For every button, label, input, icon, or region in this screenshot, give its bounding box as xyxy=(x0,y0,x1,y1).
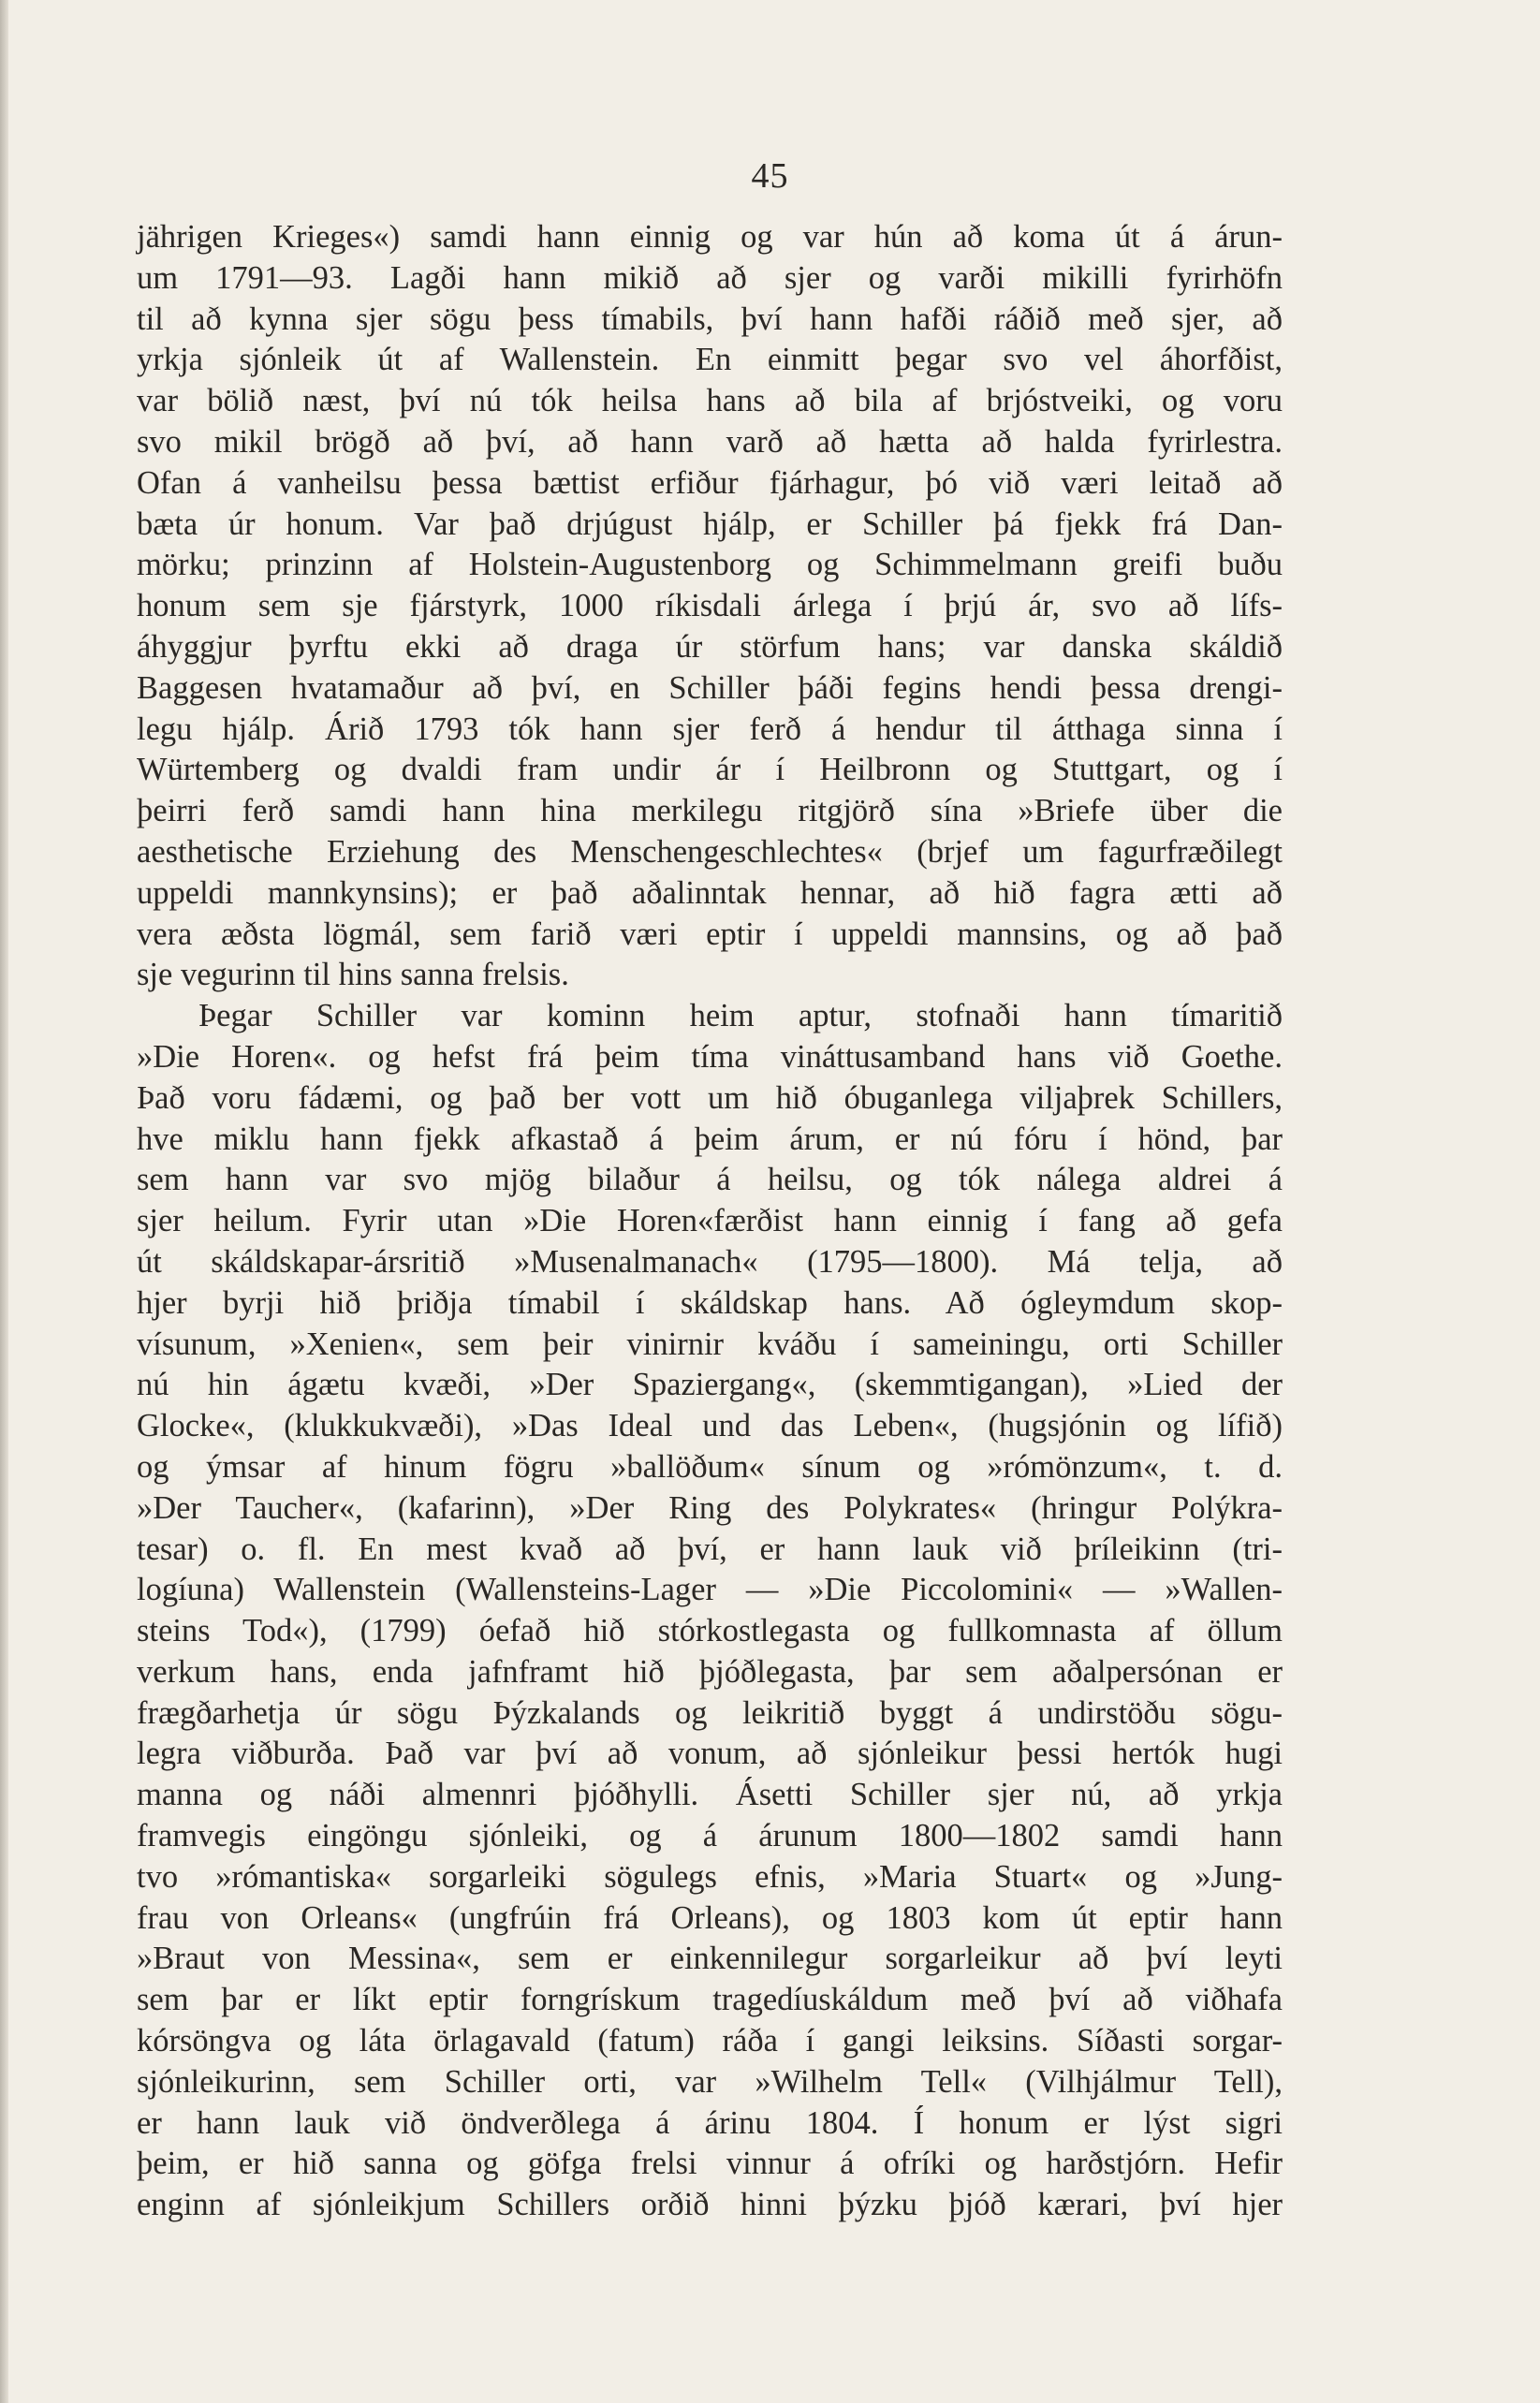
text-line: yrkja sjónleik út af Wallenstein. En einmitt þegar svo vel áhorfðist, xyxy=(137,342,1283,378)
text-line: Ofan á vanheilsu þessa bættist erfiður fjárhagur, þó við væri leitað að xyxy=(137,464,1283,501)
text-line: Glocke«, (klukkukvæði), »Das Ideal und das Leben«, (hugsjónin og lífið) xyxy=(137,1408,1283,1444)
text-line: jährigen Krieges«) samdi hann einnig og var hún að koma út á árun- xyxy=(137,219,1283,255)
text-line: steins Tod«), (1799) óefað hið stórkostlegasta og fullkomnasta af öllum xyxy=(137,1613,1283,1649)
text-line: framvegis eingöngu sjónleiki, og á árunum 1800—1802 samdi hann xyxy=(137,1818,1283,1854)
page-edge xyxy=(0,0,8,2403)
paragraph-end-line: sje vegurinn til hins sanna frelsis. xyxy=(137,957,569,993)
text-line: logíuna) Wallenstein (Wallensteins-Lager — »Die Piccolomini« — »Wallen- xyxy=(137,1572,1283,1608)
text-line: til að kynna sjer sögu þess tímabils, því hann hafði ráðið með sjer, að xyxy=(137,300,1283,337)
text-line: þeirri ferð samdi hann hina merkilegu ritgjörð sína »Briefe über die xyxy=(137,793,1283,829)
text-line: sjónleikurinn, sem Schiller orti, var »Wilhelm Tell« (Vilhjálmur Tell), xyxy=(137,2063,1283,2100)
text-line: tesar) o. fl. En mest kvað að því, er hann lauk við þríleikinn (tri- xyxy=(137,1531,1283,1567)
text-line: »Braut von Messina«, sem er einkennilegur sorgarleikur að því leyti xyxy=(137,1941,1283,1977)
text-line: vísunum, »Xenien«, sem þeir vinirnir kváðu í sameiningu, orti Schiller xyxy=(137,1326,1283,1362)
text-line: tvo »rómantiska« sorgarleiki sögulegs efnis, »Maria Stuart« og »Jung- xyxy=(137,1858,1283,1895)
text-line: aesthetische Erziehung des Menschengeschlechtes« (brjef um fagurfræðilegt xyxy=(137,833,1283,870)
text-line: Würtemberg og dvaldi fram undir ár í Heilbronn og Stuttgart, og í xyxy=(137,752,1283,788)
text-line: enginn af sjónleikjum Schillers orðið hinni þýzku þjóð kærari, því hjer xyxy=(137,2187,1283,2223)
text-line: er hann lauk við öndverðlega á árinu 1804. Í honum er lýst sigri xyxy=(137,2104,1283,2141)
page-number: 45 xyxy=(751,156,789,196)
text-line: um 1791—93. Lagði hann mikið að sjer og varði mikilli fyrirhöfn xyxy=(137,259,1283,296)
text-line: út skáldskapar-ársritið »Musenalmanach« (1795—1800). Má telja, að xyxy=(137,1243,1283,1280)
body-text xyxy=(137,217,1283,2226)
paragraph-start-line: Þegar Schiller var kominn heim aptur, stofnaði hann tímaritið xyxy=(198,998,1283,1034)
text-line: hve miklu hann fjekk afkastað á þeim árum, er nú fóru í hönd, þar xyxy=(137,1121,1283,1157)
text-line: bæta úr honum. Var það drjúgust hjálp, er Schiller þá fjekk frá Dan- xyxy=(137,506,1283,542)
text-line: þeim, er hið sanna og göfga frelsi vinnur á ofríki og harðstjórn. Hefir xyxy=(137,2146,1283,2182)
text-line: var bölið næst, því nú tók heilsa hans að bila af brjóstveiki, og voru xyxy=(137,383,1283,419)
text-line: hjer byrji hið þriðja tímabil í skáldskap hans. Að ógleymdum skop- xyxy=(137,1284,1283,1321)
text-line: legu hjálp. Árið 1793 tók hann sjer ferð á hendur til átthaga sinna í xyxy=(137,711,1283,747)
text-line: honum sem sje fjárstyrk, 1000 ríkisdali árlega í þrjú ár, svo að lífs- xyxy=(137,588,1283,624)
text-line: frau von Orleans« (ungfrúin frá Orleans), og 1803 kom út eptir hann xyxy=(137,1899,1283,1936)
text-line: uppeldi mannkynsins); er það aðalinntak hennar, að hið fagra ætti að xyxy=(137,874,1283,911)
text-line: sem hann var svo mjög bilaður á heilsu, og tók nálega aldrei á xyxy=(137,1162,1283,1198)
text-line: »Der Taucher«, (kafarinn), »Der Ring des Polykrates« (hringur Polýkra- xyxy=(137,1489,1283,1526)
text-line: sem þar er líkt eptir forngrískum tragedíuskáldum með því að viðhafa xyxy=(137,1982,1283,2018)
text-line: »Die Horen«. og hefst frá þeim tíma vináttusamband hans við Goethe. xyxy=(137,1038,1283,1075)
text-line: legra viðburða. Það var því að vonum, að sjónleikur þessi hertók hugi xyxy=(137,1736,1283,1772)
text-line: vera æðsta lögmál, sem farið væri eptir í uppeldi mannsins, og að það xyxy=(137,916,1283,952)
text-line: áhyggjur þyrftu ekki að draga úr störfum hans; var danska skáldið xyxy=(137,628,1283,665)
text-line: svo mikil brögð að því, að hann varð að hætta að halda fyrirlestra. xyxy=(137,423,1283,460)
text-line: Það voru fádæmi, og það ber vott um hið óbuganlega viljaþrek Schillers, xyxy=(137,1079,1283,1116)
text-line: sjer heilum. Fyrir utan »Die Horen«færðist hann einnig í fang að gefa xyxy=(137,1203,1283,1239)
text-line: mörku; prinzinn af Holstein-Augustenborg og Schimmelmann greifi buðu xyxy=(137,547,1283,583)
text-line: verkum hans, enda jafnframt hið þjóðlegasta, þar sem aðalpersónan er xyxy=(137,1653,1283,1690)
text-line: nú hin ágætu kvæði, »Der Spaziergang«, (skemmtigangan), »Lied der xyxy=(137,1367,1283,1403)
text-line: manna og náði almennri þjóðhylli. Ásetti Schiller sjer nú, að yrkja xyxy=(137,1777,1283,1813)
text-line: og ýmsar af hinum fögru »ballöðum« sínum og »rómönzum«, t. d. xyxy=(137,1448,1283,1485)
text-line: Baggesen hvatamaður að því, en Schiller þáði fegins hendi þessa drengi- xyxy=(137,669,1283,706)
text-line: kórsöngva og láta örlagavald (fatum) ráða í gangi leiksins. Síðasti sorgar- xyxy=(137,2023,1283,2059)
text-line: frægðarhetja úr sögu Þýzkalands og leikritið byggt á undirstöðu sögu- xyxy=(137,1694,1283,1731)
